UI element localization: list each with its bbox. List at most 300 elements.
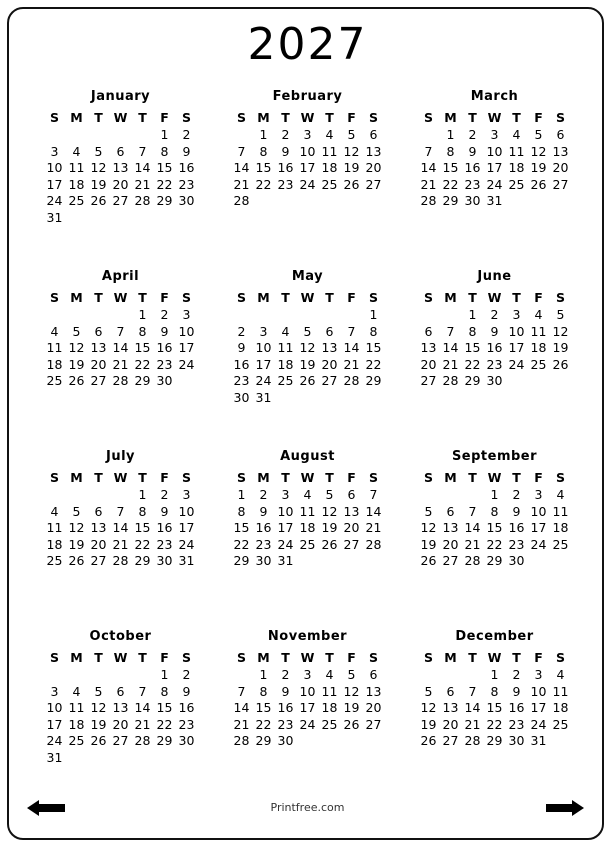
- day-cell[interactable]: 15: [134, 340, 151, 355]
- day-cell[interactable]: 16: [486, 340, 503, 355]
- day-cell[interactable]: 22: [156, 176, 173, 192]
- day-cell[interactable]: 13: [90, 520, 107, 535]
- day-cell[interactable]: 23: [178, 716, 195, 732]
- day-cell[interactable]: 30: [277, 733, 294, 748]
- day-cell[interactable]: 10: [299, 143, 316, 159]
- day-cell[interactable]: 10: [46, 700, 63, 715]
- day-cell[interactable]: 1: [490, 487, 499, 502]
- day-cell[interactable]: 23: [277, 716, 294, 732]
- day-cell[interactable]: 24: [486, 176, 503, 192]
- day-cell[interactable]: 24: [508, 356, 525, 372]
- day-cell[interactable]: 4: [303, 487, 312, 502]
- day-cell[interactable]: 9: [237, 340, 246, 355]
- day-cell[interactable]: 6: [446, 683, 455, 699]
- day-cell[interactable]: 21: [112, 356, 129, 372]
- day-cell[interactable]: 5: [347, 667, 356, 682]
- day-cell[interactable]: 1: [160, 127, 169, 142]
- day-cell[interactable]: 19: [343, 700, 360, 715]
- day-cell[interactable]: 16: [156, 520, 173, 535]
- day-cell[interactable]: 20: [112, 176, 129, 192]
- day-cell[interactable]: 5: [347, 127, 356, 142]
- day-cell[interactable]: 13: [112, 160, 129, 175]
- day-cell[interactable]: 18: [552, 700, 569, 715]
- day-cell[interactable]: 23: [508, 536, 525, 552]
- day-cell[interactable]: 17: [277, 520, 294, 535]
- day-cell[interactable]: 26: [90, 193, 107, 208]
- day-cell[interactable]: 14: [365, 503, 382, 519]
- day-cell[interactable]: 30: [486, 373, 503, 388]
- day-cell[interactable]: 6: [369, 667, 378, 682]
- day-cell[interactable]: 25: [46, 553, 63, 568]
- day-cell[interactable]: 8: [237, 503, 246, 519]
- day-cell[interactable]: 13: [365, 143, 382, 159]
- day-cell[interactable]: 24: [46, 193, 63, 208]
- day-cell[interactable]: 1: [468, 307, 477, 322]
- day-cell[interactable]: 4: [50, 503, 59, 519]
- day-cell[interactable]: 7: [369, 487, 378, 502]
- day-cell[interactable]: 29: [365, 373, 382, 388]
- day-cell[interactable]: 9: [512, 683, 521, 699]
- day-cell[interactable]: 14: [112, 520, 129, 535]
- day-cell[interactable]: 22: [134, 536, 151, 552]
- day-cell[interactable]: 7: [446, 323, 455, 339]
- day-cell[interactable]: 25: [321, 716, 338, 732]
- day-cell[interactable]: 6: [446, 503, 455, 519]
- day-cell[interactable]: 16: [233, 356, 250, 372]
- day-cell[interactable]: 11: [321, 683, 338, 699]
- day-cell[interactable]: 24: [299, 716, 316, 732]
- day-cell[interactable]: 3: [303, 667, 312, 682]
- day-cell[interactable]: 22: [486, 716, 503, 732]
- day-cell[interactable]: 11: [321, 143, 338, 159]
- day-cell[interactable]: 3: [50, 683, 59, 699]
- day-cell[interactable]: 10: [46, 160, 63, 175]
- day-cell[interactable]: 7: [237, 143, 246, 159]
- day-cell[interactable]: 21: [464, 716, 481, 732]
- day-cell[interactable]: 15: [442, 160, 459, 175]
- day-cell[interactable]: 25: [46, 373, 63, 388]
- day-cell[interactable]: 12: [68, 520, 85, 535]
- day-cell[interactable]: 24: [299, 176, 316, 192]
- day-cell[interactable]: 10: [255, 340, 272, 355]
- day-cell[interactable]: 13: [552, 143, 569, 159]
- day-cell[interactable]: 5: [94, 683, 103, 699]
- day-cell[interactable]: 10: [277, 503, 294, 519]
- day-cell[interactable]: 9: [512, 503, 521, 519]
- day-cell[interactable]: 27: [365, 716, 382, 732]
- day-cell[interactable]: 1: [138, 307, 147, 322]
- day-cell[interactable]: 28: [420, 193, 437, 208]
- day-cell[interactable]: 21: [420, 176, 437, 192]
- day-cell[interactable]: 24: [46, 733, 63, 748]
- day-cell[interactable]: 25: [321, 176, 338, 192]
- day-cell[interactable]: 4: [556, 667, 565, 682]
- day-cell[interactable]: 10: [178, 323, 195, 339]
- day-cell[interactable]: 14: [233, 160, 250, 175]
- day-cell[interactable]: 23: [277, 176, 294, 192]
- day-cell[interactable]: 14: [134, 700, 151, 715]
- day-cell[interactable]: 6: [556, 127, 565, 142]
- day-cell[interactable]: 19: [68, 356, 85, 372]
- day-cell[interactable]: 18: [321, 700, 338, 715]
- day-cell[interactable]: 17: [486, 160, 503, 175]
- day-cell[interactable]: 14: [464, 700, 481, 715]
- day-cell[interactable]: 22: [255, 716, 272, 732]
- day-cell[interactable]: 29: [486, 553, 503, 568]
- day-cell[interactable]: 16: [508, 520, 525, 535]
- day-cell[interactable]: 28: [134, 733, 151, 748]
- day-cell[interactable]: 23: [255, 536, 272, 552]
- day-cell[interactable]: 15: [486, 520, 503, 535]
- day-cell[interactable]: 1: [138, 487, 147, 502]
- day-cell[interactable]: 9: [281, 683, 290, 699]
- day-cell[interactable]: 15: [486, 700, 503, 715]
- day-cell[interactable]: 21: [365, 520, 382, 535]
- day-cell[interactable]: 7: [116, 323, 125, 339]
- day-cell[interactable]: 8: [369, 323, 378, 339]
- day-cell[interactable]: 6: [347, 487, 356, 502]
- day-cell[interactable]: 21: [134, 176, 151, 192]
- day-cell[interactable]: 8: [259, 683, 268, 699]
- day-cell[interactable]: 19: [90, 716, 107, 732]
- day-cell[interactable]: 21: [343, 356, 360, 372]
- day-cell[interactable]: 13: [442, 700, 459, 715]
- day-cell[interactable]: 7: [347, 323, 356, 339]
- day-cell[interactable]: 12: [530, 143, 547, 159]
- day-cell[interactable]: 8: [138, 323, 147, 339]
- day-cell[interactable]: 16: [178, 160, 195, 175]
- day-cell[interactable]: 23: [486, 356, 503, 372]
- day-cell[interactable]: 5: [325, 487, 334, 502]
- day-cell[interactable]: 5: [556, 307, 565, 322]
- day-cell[interactable]: 15: [464, 340, 481, 355]
- day-cell[interactable]: 1: [490, 667, 499, 682]
- day-cell[interactable]: 24: [178, 536, 195, 552]
- day-cell[interactable]: 2: [160, 487, 169, 502]
- day-cell[interactable]: 26: [420, 553, 437, 568]
- day-cell[interactable]: 1: [160, 667, 169, 682]
- day-cell[interactable]: 6: [369, 127, 378, 142]
- day-cell[interactable]: 12: [343, 143, 360, 159]
- day-cell[interactable]: 15: [156, 700, 173, 715]
- day-cell[interactable]: 28: [442, 373, 459, 388]
- day-cell[interactable]: 3: [303, 127, 312, 142]
- day-cell[interactable]: 28: [134, 193, 151, 208]
- day-cell[interactable]: 9: [259, 503, 268, 519]
- day-cell[interactable]: 9: [182, 683, 191, 699]
- day-cell[interactable]: 23: [178, 176, 195, 192]
- day-cell[interactable]: 2: [281, 667, 290, 682]
- day-cell[interactable]: 12: [343, 683, 360, 699]
- day-cell[interactable]: 4: [281, 323, 290, 339]
- day-cell[interactable]: 27: [90, 373, 107, 388]
- day-cell[interactable]: 25: [68, 193, 85, 208]
- day-cell[interactable]: 11: [508, 143, 525, 159]
- day-cell[interactable]: 25: [552, 716, 569, 732]
- day-cell[interactable]: 2: [237, 323, 246, 339]
- day-cell[interactable]: 30: [156, 553, 173, 568]
- day-cell[interactable]: 29: [156, 193, 173, 208]
- day-cell[interactable]: 29: [464, 373, 481, 388]
- day-cell[interactable]: 16: [277, 160, 294, 175]
- day-cell[interactable]: 20: [442, 716, 459, 732]
- day-cell[interactable]: 14: [134, 160, 151, 175]
- day-cell[interactable]: 10: [299, 683, 316, 699]
- day-cell[interactable]: 12: [552, 323, 569, 339]
- day-cell[interactable]: 20: [365, 160, 382, 175]
- day-cell[interactable]: 27: [343, 536, 360, 552]
- day-cell[interactable]: 12: [68, 340, 85, 355]
- day-cell[interactable]: 6: [94, 323, 103, 339]
- day-cell[interactable]: 15: [134, 520, 151, 535]
- day-cell[interactable]: 27: [365, 176, 382, 192]
- day-cell[interactable]: 9: [490, 323, 499, 339]
- day-cell[interactable]: 26: [68, 553, 85, 568]
- day-cell[interactable]: 28: [233, 193, 250, 208]
- day-cell[interactable]: 9: [281, 143, 290, 159]
- day-cell[interactable]: 22: [233, 536, 250, 552]
- day-cell[interactable]: 10: [530, 683, 547, 699]
- day-cell[interactable]: 31: [46, 749, 63, 765]
- day-cell[interactable]: 26: [343, 176, 360, 192]
- day-cell[interactable]: 13: [321, 340, 338, 355]
- day-cell[interactable]: 6: [94, 503, 103, 519]
- day-cell[interactable]: 7: [237, 683, 246, 699]
- day-cell[interactable]: 29: [486, 733, 503, 748]
- day-cell[interactable]: 28: [343, 373, 360, 388]
- day-cell[interactable]: 23: [233, 373, 250, 388]
- day-cell[interactable]: 7: [138, 143, 147, 159]
- day-cell[interactable]: 9: [182, 143, 191, 159]
- day-cell[interactable]: 7: [468, 503, 477, 519]
- day-cell[interactable]: 11: [552, 503, 569, 519]
- day-cell[interactable]: 7: [138, 683, 147, 699]
- day-cell[interactable]: 21: [233, 716, 250, 732]
- day-cell[interactable]: 13: [365, 683, 382, 699]
- day-cell[interactable]: 27: [321, 373, 338, 388]
- day-cell[interactable]: 11: [68, 700, 85, 715]
- day-cell[interactable]: 16: [464, 160, 481, 175]
- day-cell[interactable]: 14: [442, 340, 459, 355]
- day-cell[interactable]: 2: [490, 307, 499, 322]
- day-cell[interactable]: 22: [255, 176, 272, 192]
- day-cell[interactable]: 17: [530, 700, 547, 715]
- day-cell[interactable]: 12: [420, 700, 437, 715]
- day-cell[interactable]: 20: [90, 356, 107, 372]
- day-cell[interactable]: 29: [233, 553, 250, 568]
- day-cell[interactable]: 14: [420, 160, 437, 175]
- day-cell[interactable]: 30: [233, 389, 250, 405]
- day-cell[interactable]: 19: [321, 520, 338, 535]
- day-cell[interactable]: 15: [255, 160, 272, 175]
- day-cell[interactable]: 9: [468, 143, 477, 159]
- day-cell[interactable]: 3: [534, 487, 543, 502]
- day-cell[interactable]: 21: [112, 536, 129, 552]
- day-cell[interactable]: 30: [464, 193, 481, 208]
- day-cell[interactable]: 26: [90, 733, 107, 748]
- day-cell[interactable]: 11: [530, 323, 547, 339]
- day-cell[interactable]: 4: [534, 307, 543, 322]
- day-cell[interactable]: 15: [156, 160, 173, 175]
- day-cell[interactable]: 29: [134, 373, 151, 388]
- day-cell[interactable]: 11: [46, 340, 63, 355]
- day-cell[interactable]: 11: [68, 160, 85, 175]
- day-cell[interactable]: 30: [156, 373, 173, 388]
- day-cell[interactable]: 10: [530, 503, 547, 519]
- day-cell[interactable]: 18: [68, 716, 85, 732]
- day-cell[interactable]: 11: [277, 340, 294, 355]
- day-cell[interactable]: 19: [420, 536, 437, 552]
- day-cell[interactable]: 26: [321, 536, 338, 552]
- day-cell[interactable]: 18: [299, 520, 316, 535]
- day-cell[interactable]: 18: [321, 160, 338, 175]
- day-cell[interactable]: 17: [178, 340, 195, 355]
- day-cell[interactable]: 7: [468, 683, 477, 699]
- day-cell[interactable]: 21: [464, 536, 481, 552]
- day-cell[interactable]: 16: [156, 340, 173, 355]
- day-cell[interactable]: 28: [464, 553, 481, 568]
- day-cell[interactable]: 24: [530, 536, 547, 552]
- day-cell[interactable]: 3: [534, 667, 543, 682]
- day-cell[interactable]: 8: [259, 143, 268, 159]
- day-cell[interactable]: 5: [72, 503, 81, 519]
- day-cell[interactable]: 24: [178, 356, 195, 372]
- day-cell[interactable]: 2: [182, 127, 191, 142]
- day-cell[interactable]: 21: [134, 716, 151, 732]
- day-cell[interactable]: 22: [442, 176, 459, 192]
- day-cell[interactable]: 22: [156, 716, 173, 732]
- day-cell[interactable]: 27: [442, 733, 459, 748]
- day-cell[interactable]: 29: [156, 733, 173, 748]
- day-cell[interactable]: 11: [299, 503, 316, 519]
- day-cell[interactable]: 1: [446, 127, 455, 142]
- day-cell[interactable]: 4: [512, 127, 521, 142]
- day-cell[interactable]: 4: [325, 667, 334, 682]
- day-cell[interactable]: 4: [50, 323, 59, 339]
- day-cell[interactable]: 30: [508, 733, 525, 748]
- day-cell[interactable]: 3: [182, 307, 191, 322]
- day-cell[interactable]: 19: [552, 340, 569, 355]
- day-cell[interactable]: 19: [530, 160, 547, 175]
- day-cell[interactable]: 11: [552, 683, 569, 699]
- day-cell[interactable]: 5: [94, 143, 103, 159]
- day-cell[interactable]: 30: [178, 193, 195, 208]
- day-cell[interactable]: 22: [486, 536, 503, 552]
- day-cell[interactable]: 1: [237, 487, 246, 502]
- day-cell[interactable]: 26: [68, 373, 85, 388]
- day-cell[interactable]: 29: [442, 193, 459, 208]
- day-cell[interactable]: 24: [277, 536, 294, 552]
- day-cell[interactable]: 28: [464, 733, 481, 748]
- day-cell[interactable]: 10: [508, 323, 525, 339]
- day-cell[interactable]: 3: [490, 127, 499, 142]
- day-cell[interactable]: 15: [365, 340, 382, 355]
- day-cell[interactable]: 13: [343, 503, 360, 519]
- day-cell[interactable]: 8: [468, 323, 477, 339]
- day-cell[interactable]: 26: [299, 373, 316, 388]
- day-cell[interactable]: 20: [365, 700, 382, 715]
- day-cell[interactable]: 5: [534, 127, 543, 142]
- day-cell[interactable]: 13: [420, 340, 437, 355]
- day-cell[interactable]: 23: [464, 176, 481, 192]
- day-cell[interactable]: 11: [46, 520, 63, 535]
- day-cell[interactable]: 2: [160, 307, 169, 322]
- day-cell[interactable]: 17: [46, 176, 63, 192]
- day-cell[interactable]: 12: [420, 520, 437, 535]
- day-cell[interactable]: 21: [233, 176, 250, 192]
- day-cell[interactable]: 19: [68, 536, 85, 552]
- day-cell[interactable]: 4: [72, 143, 81, 159]
- day-cell[interactable]: 1: [369, 307, 378, 322]
- day-cell[interactable]: 19: [90, 176, 107, 192]
- right-arrow-icon[interactable]: [546, 800, 584, 816]
- day-cell[interactable]: 18: [552, 520, 569, 535]
- day-cell[interactable]: 3: [182, 487, 191, 502]
- day-cell[interactable]: 5: [72, 323, 81, 339]
- day-cell[interactable]: 2: [512, 487, 521, 502]
- day-cell[interactable]: 1: [259, 127, 268, 142]
- day-cell[interactable]: 17: [255, 356, 272, 372]
- day-cell[interactable]: 22: [464, 356, 481, 372]
- day-cell[interactable]: 21: [442, 356, 459, 372]
- day-cell[interactable]: 26: [420, 733, 437, 748]
- day-cell[interactable]: 23: [156, 536, 173, 552]
- day-cell[interactable]: 20: [420, 356, 437, 372]
- day-cell[interactable]: 5: [303, 323, 312, 339]
- left-arrow-icon[interactable]: [27, 800, 65, 816]
- day-cell[interactable]: 28: [112, 373, 129, 388]
- day-cell[interactable]: 31: [530, 733, 547, 748]
- day-cell[interactable]: 18: [46, 536, 63, 552]
- day-cell[interactable]: 31: [255, 389, 272, 405]
- day-cell[interactable]: 20: [343, 520, 360, 535]
- day-cell[interactable]: 7: [424, 143, 433, 159]
- day-cell[interactable]: 27: [442, 553, 459, 568]
- day-cell[interactable]: 27: [90, 553, 107, 568]
- day-cell[interactable]: 8: [160, 143, 169, 159]
- day-cell[interactable]: 14: [464, 520, 481, 535]
- day-cell[interactable]: 27: [420, 373, 437, 388]
- day-cell[interactable]: 12: [90, 160, 107, 175]
- day-cell[interactable]: 29: [255, 733, 272, 748]
- day-cell[interactable]: 17: [508, 340, 525, 355]
- day-cell[interactable]: 9: [160, 503, 169, 519]
- day-cell[interactable]: 2: [259, 487, 268, 502]
- day-cell[interactable]: 15: [255, 700, 272, 715]
- day-cell[interactable]: 14: [112, 340, 129, 355]
- day-cell[interactable]: 25: [68, 733, 85, 748]
- day-cell[interactable]: 28: [112, 553, 129, 568]
- day-cell[interactable]: 30: [178, 733, 195, 748]
- day-cell[interactable]: 17: [178, 520, 195, 535]
- day-cell[interactable]: 31: [277, 553, 294, 568]
- day-cell[interactable]: 19: [343, 160, 360, 175]
- day-cell[interactable]: 25: [508, 176, 525, 192]
- day-cell[interactable]: 31: [178, 553, 195, 568]
- day-cell[interactable]: 25: [277, 373, 294, 388]
- day-cell[interactable]: 22: [365, 356, 382, 372]
- day-cell[interactable]: 18: [46, 356, 63, 372]
- day-cell[interactable]: 20: [90, 536, 107, 552]
- day-cell[interactable]: 2: [281, 127, 290, 142]
- day-cell[interactable]: 8: [446, 143, 455, 159]
- day-cell[interactable]: 1: [259, 667, 268, 682]
- day-cell[interactable]: 2: [468, 127, 477, 142]
- day-cell[interactable]: 5: [424, 683, 433, 699]
- day-cell[interactable]: 20: [321, 356, 338, 372]
- day-cell[interactable]: 20: [442, 536, 459, 552]
- day-cell[interactable]: 28: [365, 536, 382, 552]
